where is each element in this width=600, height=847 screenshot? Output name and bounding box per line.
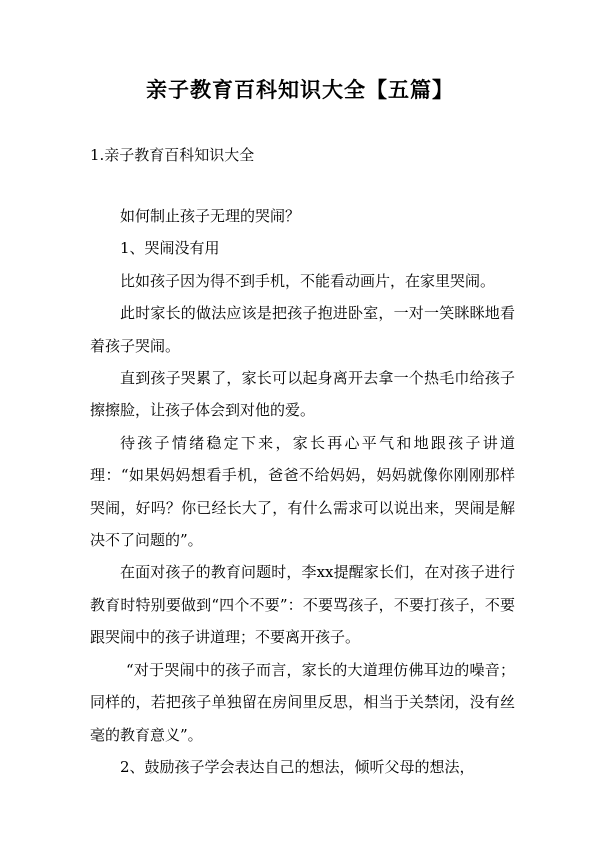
paragraph: 直到孩子哭累了，家长可以起身离开去拿一个热毛巾给孩子擦擦脸，让孩子体会到对他的爱。 bbox=[90, 369, 515, 420]
paragraph: 在面对孩子的教育问题时，李xx提醒家长们，在对孩子进行教育时特别要做到“四个不要”：不要骂孩子，不要打孩子，不要跟哭闹中的孩子讲道理；不要离开孩子。 bbox=[90, 563, 515, 647]
paragraph: “对于哭闹中的孩子而言，家长的大道理仿佛耳边的噪音；同样的，若把孩子单独留在房间里反思，相当于关禁闭，没有丝毫的教育意义”。 bbox=[90, 660, 515, 744]
document-body bbox=[90, 200, 515, 783]
paragraph: 此时家长的做法应该是把孩子抱进卧室，一对一笑眯眯地看着孩子哭闹。 bbox=[90, 304, 515, 355]
paragraph: 1、哭闹没有用 bbox=[120, 239, 220, 258]
paragraph: 比如孩子因为得不到手机，不能看动画片，在家里哭闹。 bbox=[120, 271, 496, 290]
paragraph: 待孩子情绪稳定下来，家长再心平气和地跟孩子讲道理：“如果妈妈想看手机，爸爸不给妈妈，妈妈就像你刚刚那样哭闹，好吗？你已经长大了，有什么需求可以说出来，哭闹是解决不了问题的”。 bbox=[90, 433, 515, 550]
section-heading: 1.亲子教育百科知识大全 bbox=[90, 146, 255, 164]
paragraph: 如何制止孩子无理的哭闹？ bbox=[120, 207, 301, 225]
document-title: 亲子教育百科知识大全【五篇】 bbox=[146, 77, 454, 102]
paragraph: 2、鼓励孩子学会表达自己的想法，倾听父母的想法， bbox=[120, 757, 475, 776]
